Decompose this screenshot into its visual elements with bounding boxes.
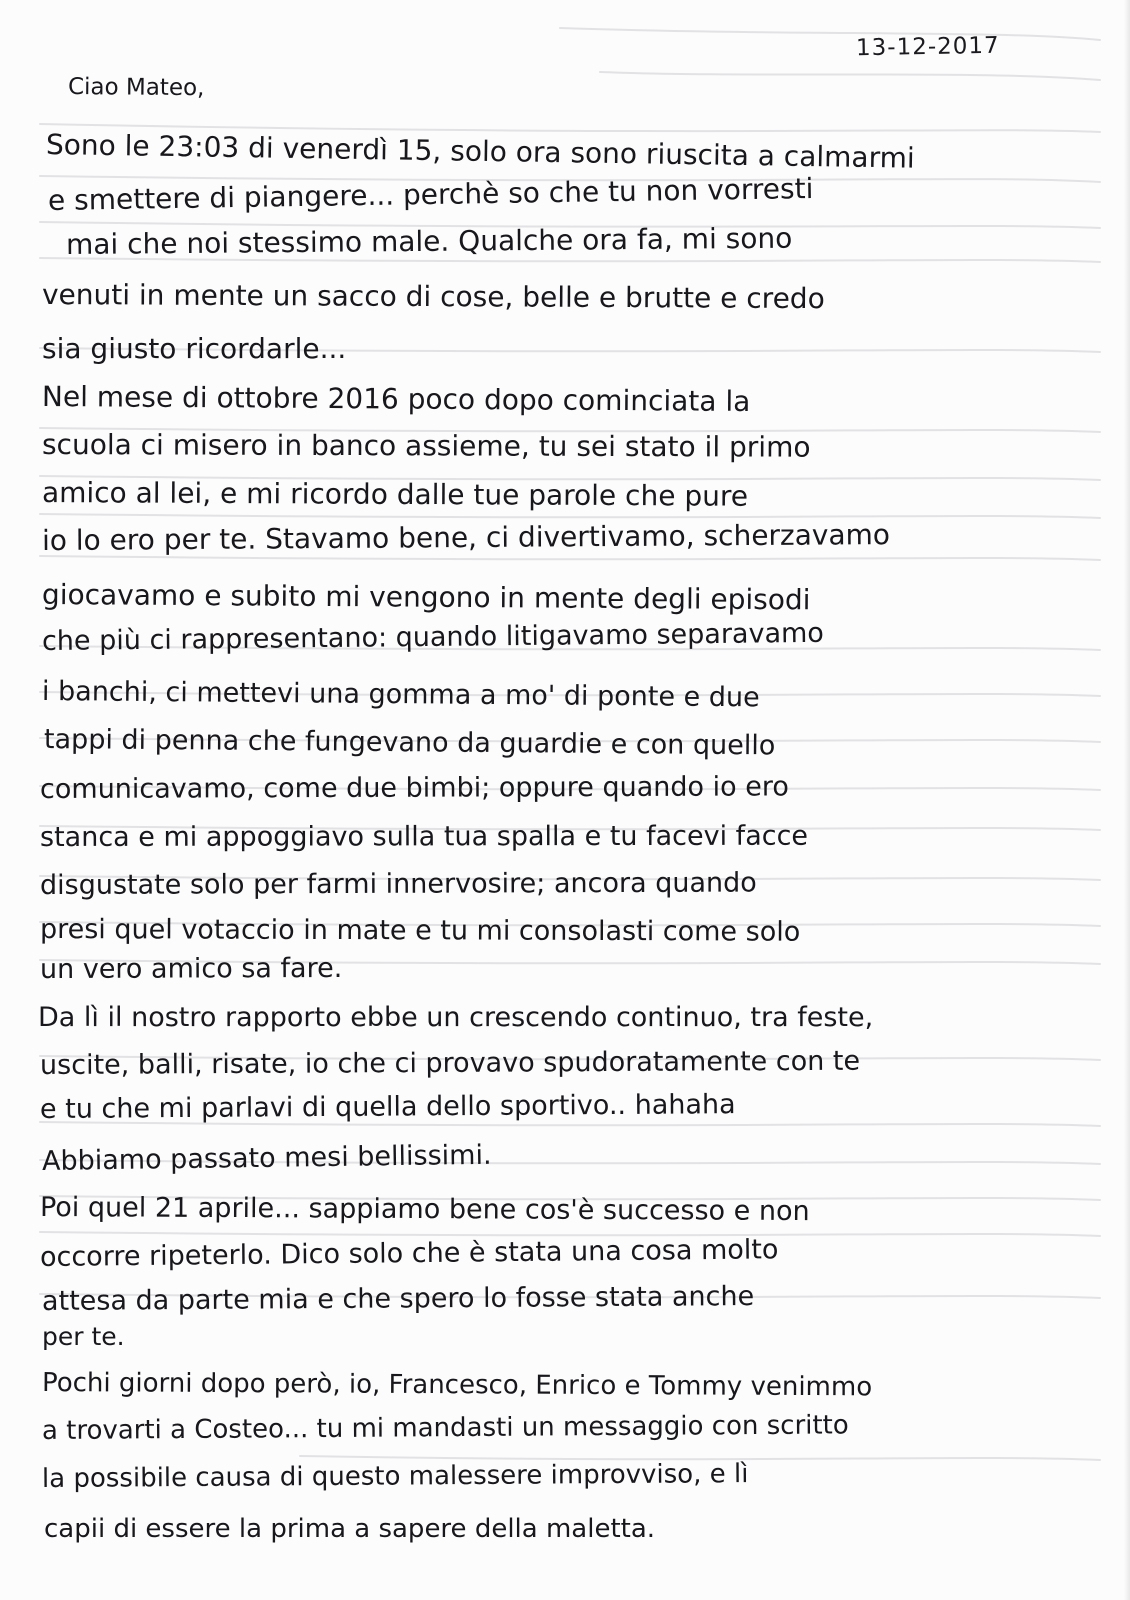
letter-line: disgustate solo per farmi innervosire; ancora quando bbox=[39, 867, 757, 901]
letter-line: un vero amico sa fare. bbox=[39, 952, 343, 985]
letter-line: scuola ci misero in banco assieme, tu sei stato il primo bbox=[41, 428, 811, 464]
letter-line: uscite, balli, risate, io che ci provavo spudoratamente con te bbox=[39, 1045, 861, 1081]
letter-line: occorre ripeterlo. Dico solo che è stata una cosa molto bbox=[39, 1234, 779, 1273]
letter-line: attesa da parte mia e che spero lo fosse stata anche bbox=[41, 1281, 755, 1317]
letter-line: Abbiamo passato mesi bellissimi. bbox=[41, 1139, 492, 1177]
letter-line: e tu che mi parlavi di quella dello sportivo.. hahaha bbox=[39, 1089, 736, 1125]
letter-line: che più ci rappresentano: quando litigavamo separavamo bbox=[41, 617, 825, 657]
letter-line: comunicavamo, come due bimbi; oppure quando io ero bbox=[39, 771, 789, 805]
letter-line: capii di essere la prima a sapere della maletta. bbox=[44, 1514, 656, 1544]
letter-date: 13-12-2017 bbox=[855, 32, 1000, 62]
letter-line: presi quel votaccio in mate e tu mi consolasti come solo bbox=[39, 914, 801, 948]
letter-line: a trovarti a Costeo... tu mi mandasti un messaggio con scritto bbox=[41, 1410, 849, 1446]
letter-line: io lo ero per te. Stavamo bene, ci divertivamo, scherzavamo bbox=[41, 518, 891, 557]
letter-line: Sono le 23:03 di venerdì 15, solo ora sono riuscita a calmarmi bbox=[45, 128, 915, 175]
letter-line: per te. bbox=[42, 1322, 125, 1351]
letter-line: giocavamo e subito mi vengono in mente degli episodi bbox=[41, 578, 811, 617]
letter-line: mai che noi stessimo male. Qualche ora fa, mi sono bbox=[65, 221, 793, 261]
letter-line: la possibile causa di questo malessere improvviso, e lì bbox=[41, 1459, 749, 1494]
letter-line: venuti in mente un sacco di cose, belle e brutte e credo bbox=[41, 278, 825, 316]
letter-line: tappi di penna che fungevano da guardie e con quello bbox=[43, 724, 776, 762]
letter-line: sia giusto ricordarle... bbox=[42, 332, 347, 365]
letter-line: i banchi, ci mettevi una gomma a mo' di ponte e due bbox=[41, 676, 760, 714]
letter-greeting: Ciao Mateo, bbox=[67, 74, 205, 102]
letter-line: Da lì il nostro rapporto ebbe un crescendo continuo, tra feste, bbox=[38, 1002, 874, 1033]
letter-line: amico al lei, e mi ricordo dalle tue parole che pure bbox=[41, 476, 749, 513]
letter-line: Nel mese di ottobre 2016 poco dopo cominciata la bbox=[41, 380, 751, 418]
letter-line: Poi quel 21 aprile... sappiamo bene cos'è successo e non bbox=[39, 1192, 810, 1228]
letter-line: stanca e mi appoggiavo sulla tua spalla e tu facevi facce bbox=[39, 820, 809, 853]
sheet-edge-shadow bbox=[1124, 0, 1130, 1600]
letter-line: e smettere di piangere... perchè so che tu non vorresti bbox=[47, 171, 814, 217]
letter-line: Pochi giorni dopo però, io, Francesco, Enrico e Tommy venimmo bbox=[41, 1368, 873, 1403]
